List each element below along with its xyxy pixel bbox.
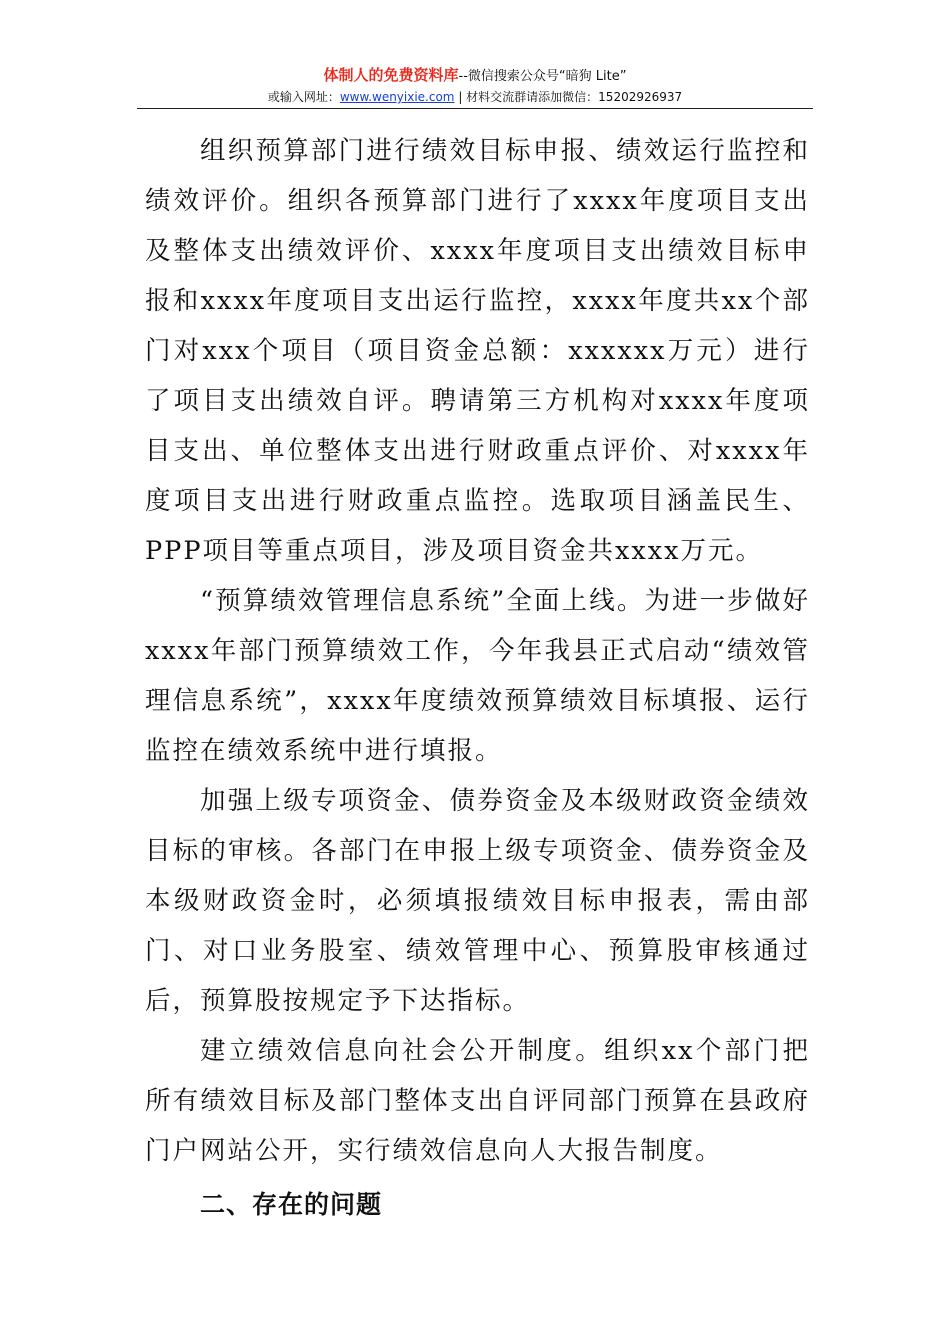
body-paragraph: 加强上级专项资金、债券资金及本级财政资金绩效目标的审核。各部门在申报上级专项资金、债券资金及本级财政资金时，必须填报绩效目标申报表，需由部门、对口业务股室、绩效管理中心、预算股审核通过后，预算股按规定予下达指标。: [145, 786, 810, 1016]
header-contact-line: [0, 88, 950, 106]
header-wechat-contact: | 材料交流群请添加微信：15202926937: [454, 90, 683, 104]
header-website-link[interactable]: www.wenyixie.com: [339, 90, 455, 104]
body-paragraph: 组织预算部门进行绩效目标申报、绩效运行监控和绩效评价。组织各预算部门进行了xxxx年度项目支出及整体支出绩效评价、xxxx年度项目支出绩效目标申报和xxxx年度项目支出运行监控，xxxx年度共xx个部门对xxx个项目（项目资金总额：xxxxxx万元）进行了项目支出绩效自评。聘请第三方机构对xxxx年度项目支出、单位整体支出进行财政重点评价、对xxxx年度项目支出进行财政重点监控。选取项目涵盖民生、PPP项目等重点项目，涉及项目资金共xxxx万元。: [145, 136, 810, 566]
header-promo-line: [0, 66, 950, 86]
header-brand: 体制人的免费资料库: [323, 66, 459, 84]
header-tagline: --微信搜索公众号“暗狗 Lite”: [458, 69, 627, 84]
header-divider: [137, 108, 813, 109]
header-url-prefix: 或输入网址：: [267, 90, 340, 104]
page-header: [0, 66, 950, 106]
section-heading: 二、存在的问题: [200, 1190, 383, 1219]
document-body: [145, 126, 810, 1230]
body-paragraph: “预算绩效管理信息系统”全面上线。为进一步做好xxxx年部门预算绩效工作，今年我县正式启动“绩效管理信息系统”，xxxx年度绩效预算绩效目标填报、运行监控在绩效系统中进行填报。: [145, 586, 810, 766]
body-paragraph: 建立绩效信息向社会公开制度。组织xx个部门把所有绩效目标及部门整体支出自评同部门预算在县政府门户网站公开，实行绩效信息向人大报告制度。: [145, 1036, 810, 1166]
